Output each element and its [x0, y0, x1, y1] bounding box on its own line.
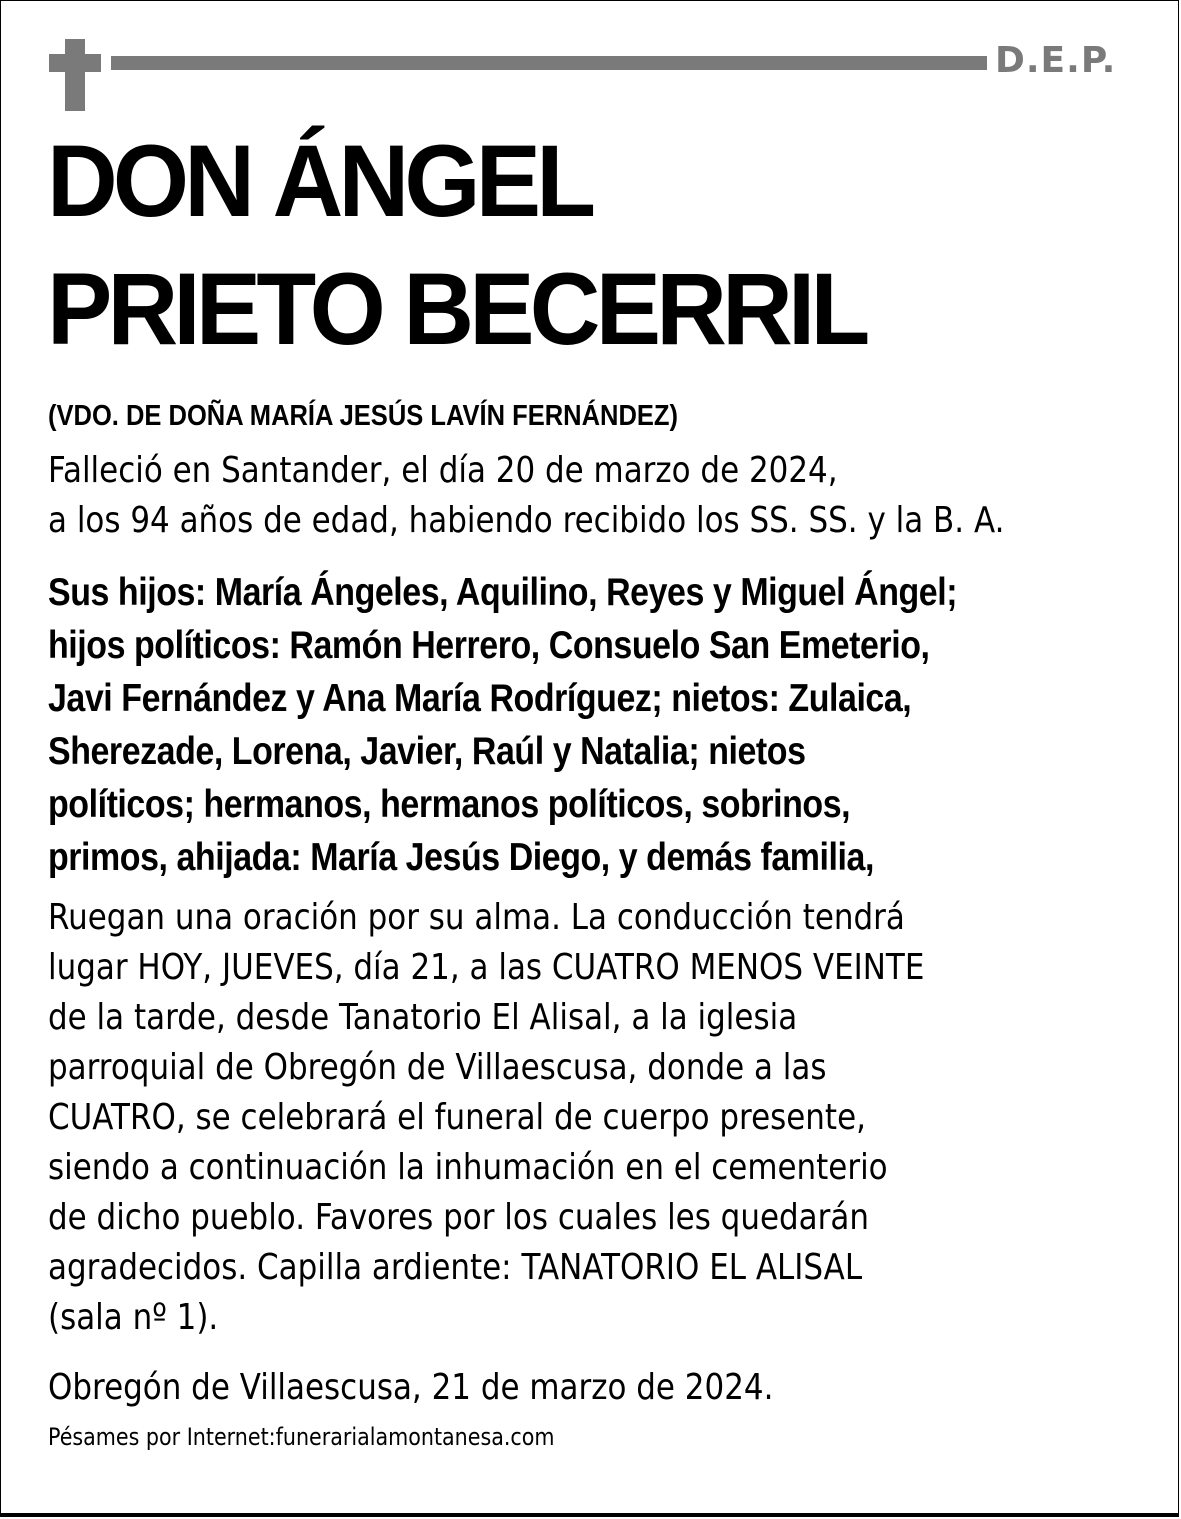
service-line: de la tarde, desde Tanatorio El Alisal, a la iglesia [48, 997, 798, 1038]
service-line: siendo a continuación la inhumación en el cementerio [48, 1147, 888, 1188]
family-line: Sus hijos: María Ángeles, Aquilino, Reyes y Miguel Ángel; [48, 571, 958, 614]
family-line: Sherezade, Lorena, Javier, Raúl y Natalia; nietos [48, 730, 806, 773]
death-line: a los 94 años de edad, habiendo recibido los SS. SS. y la B. A. [48, 500, 1005, 541]
death-line: Falleció en Santander, el día 20 de marzo de 2024, [48, 450, 838, 491]
condolences-link[interactable]: Pésames por Internet:funerarialamontanesa.com [48, 1423, 555, 1451]
service-line: CUATRO, se celebrará el funeral de cuerpo presente, [48, 1097, 866, 1138]
family-line: primos, ahijada: María Jesús Diego, y demás familia, [48, 836, 874, 879]
service-line: de dicho pueblo. Favores por los cuales les quedarán [48, 1197, 869, 1238]
deceased-name-line2: PRIETO BECERRIL [47, 252, 866, 366]
death-details [48, 446, 1160, 546]
service-line: lugar HOY, JUEVES, día 21, a las CUATRO MENOS VEINTE [48, 947, 925, 988]
place-date: Obregón de Villaescusa, 21 de marzo de 2024. [48, 1367, 774, 1408]
dep-mark: D.E.P. [995, 40, 1117, 81]
widow-note: (VDO. DE DOÑA MARÍA JESÚS LAVÍN FERNÁNDEZ) [48, 400, 678, 432]
service-line: parroquial de Obregón de Villaescusa, donde a las [48, 1047, 827, 1088]
service-details [48, 893, 1067, 1343]
service-line: Ruegan una oración por su alma. La conducción tendrá [48, 897, 905, 938]
deceased-name-line1: DON ÁNGEL [47, 124, 592, 238]
family-list [48, 566, 1093, 886]
header-rule [111, 56, 987, 70]
family-line: hijos políticos: Ramón Herrero, Consuelo San Emeterio, [48, 624, 930, 667]
family-line: Javi Fernández y Ana María Rodríguez; nietos: Zulaica, [48, 677, 912, 720]
service-line: agradecidos. Capilla ardiente: TANATORIO EL ALISAL [48, 1247, 863, 1288]
family-line: políticos; hermanos, hermanos políticos, sobrinos, [48, 783, 851, 826]
service-line: (sala nº 1). [48, 1297, 219, 1338]
cross-icon [49, 39, 101, 111]
